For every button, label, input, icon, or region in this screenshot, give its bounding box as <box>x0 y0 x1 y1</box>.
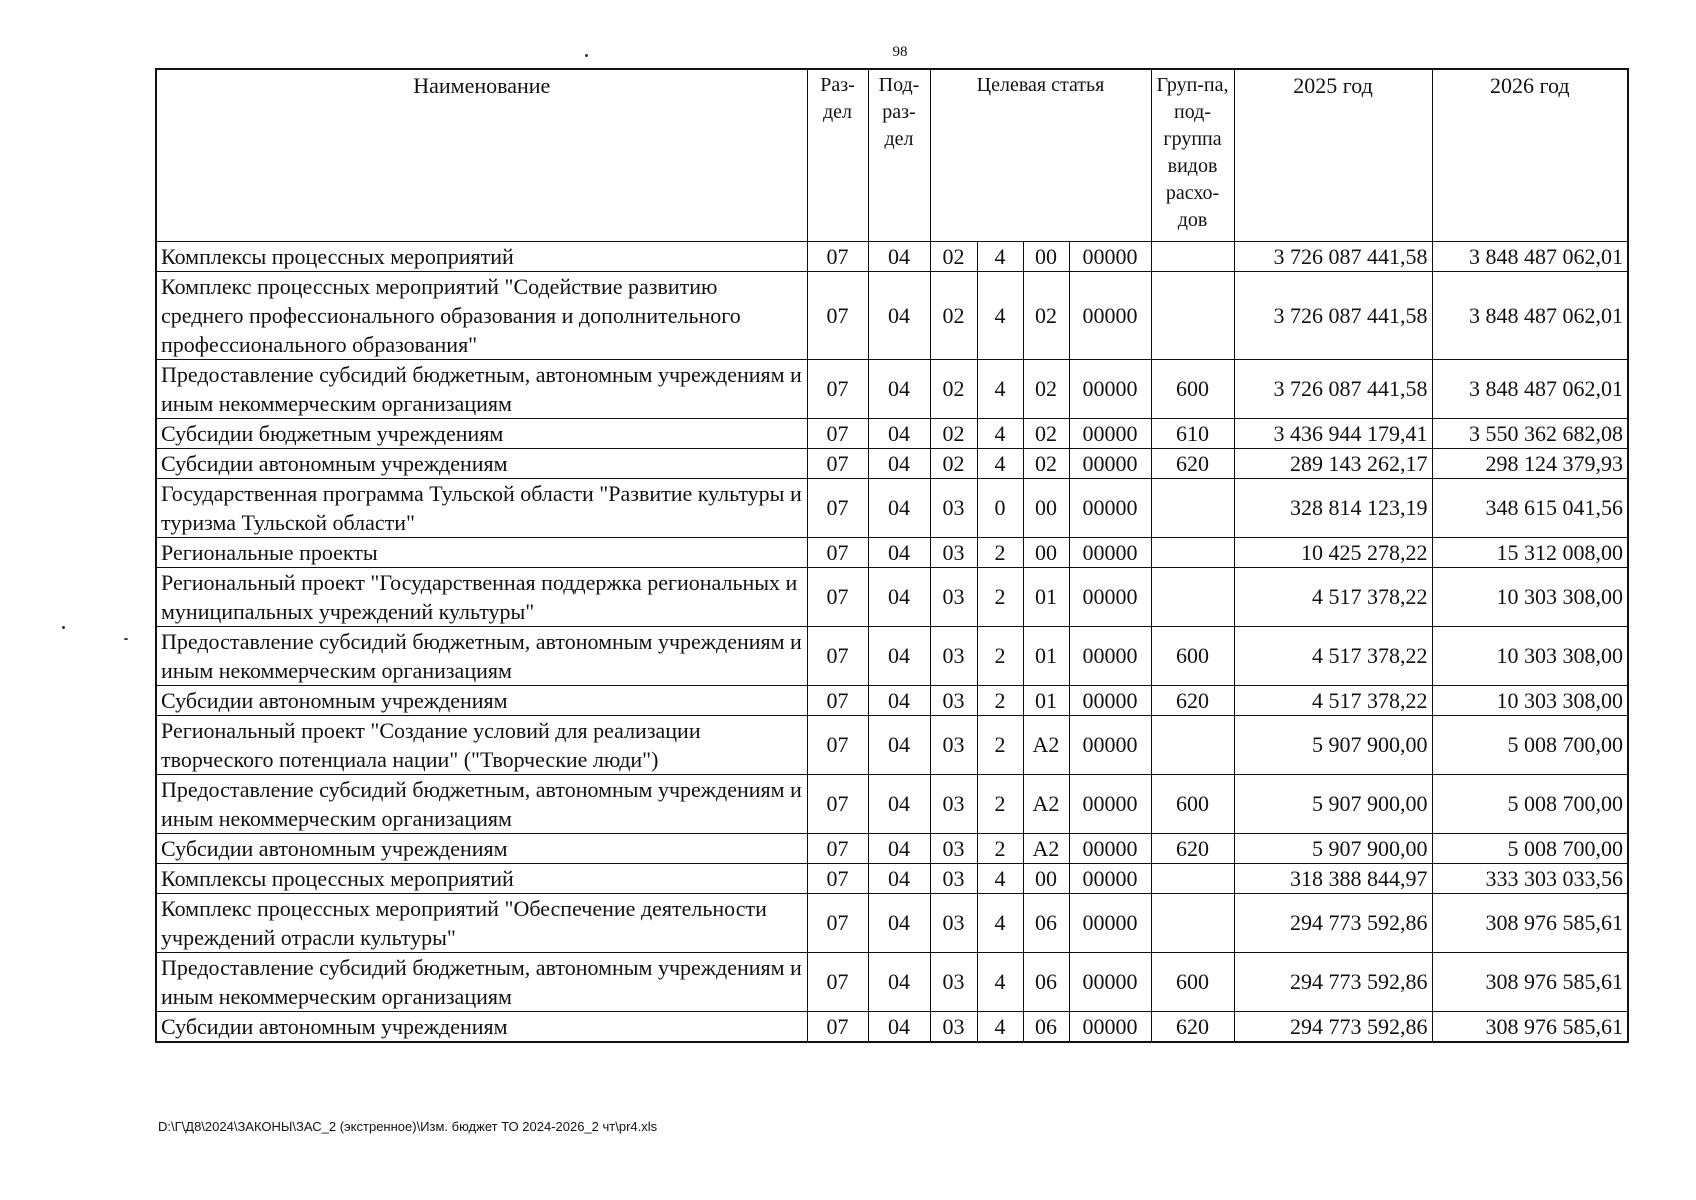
target-element-cell: А2 <box>1023 774 1069 833</box>
expense-group-cell <box>1151 271 1234 359</box>
target-type-cell: 4 <box>977 1011 1023 1042</box>
expense-group-cell: 620 <box>1151 833 1234 863</box>
row-name: Региональные проекты <box>156 537 807 567</box>
amount-2025-cell: 328 814 123,19 <box>1234 478 1432 537</box>
target-program-cell: 03 <box>930 567 977 626</box>
table-row <box>156 537 1628 567</box>
table-row <box>156 241 1628 271</box>
table-row <box>156 893 1628 952</box>
scan-speck <box>62 626 65 629</box>
table-row <box>156 626 1628 685</box>
amount-2026-cell: 308 976 585,61 <box>1432 1011 1628 1042</box>
razdel-cell: 07 <box>807 863 868 893</box>
target-type-cell: 4 <box>977 448 1023 478</box>
razdel-cell: 07 <box>807 893 868 952</box>
target-direction-cell: 00000 <box>1069 863 1151 893</box>
row-name: Комплекс процессных мероприятий "Содействие развитию среднего профессионального образования и дополнительного профессионального образования" <box>156 271 807 359</box>
target-program-cell: 03 <box>930 478 977 537</box>
amount-2026-cell: 308 976 585,61 <box>1432 893 1628 952</box>
razdel-cell: 07 <box>807 952 868 1011</box>
target-program-cell: 02 <box>930 241 977 271</box>
row-name: Комплексы процессных мероприятий <box>156 863 807 893</box>
amount-2025-cell: 4 517 378,22 <box>1234 567 1432 626</box>
row-name: Предоставление субсидий бюджетным, автономным учреждениям и иным некоммерческим организациям <box>156 952 807 1011</box>
target-program-cell: 03 <box>930 1011 977 1042</box>
razdel-cell: 07 <box>807 359 868 418</box>
amount-2026-cell: 5 008 700,00 <box>1432 715 1628 774</box>
podrazdel-cell: 04 <box>868 478 930 537</box>
amount-2025-cell: 3 726 087 441,58 <box>1234 359 1432 418</box>
table-row <box>156 359 1628 418</box>
table-row <box>156 567 1628 626</box>
podrazdel-cell: 04 <box>868 418 930 448</box>
target-program-cell: 03 <box>930 893 977 952</box>
amount-2025-cell: 5 907 900,00 <box>1234 774 1432 833</box>
target-element-cell: 02 <box>1023 271 1069 359</box>
amount-2025-cell: 294 773 592,86 <box>1234 893 1432 952</box>
amount-2026-cell: 10 303 308,00 <box>1432 567 1628 626</box>
target-direction-cell: 00000 <box>1069 833 1151 863</box>
header-razdel: Раз-дел <box>807 69 868 241</box>
target-program-cell: 02 <box>930 448 977 478</box>
table-row <box>156 478 1628 537</box>
podrazdel-cell: 04 <box>868 359 930 418</box>
table-row <box>156 715 1628 774</box>
podrazdel-cell: 04 <box>868 893 930 952</box>
target-direction-cell: 00000 <box>1069 418 1151 448</box>
razdel-cell: 07 <box>807 626 868 685</box>
target-direction-cell: 00000 <box>1069 715 1151 774</box>
target-type-cell: 4 <box>977 359 1023 418</box>
target-program-cell: 03 <box>930 952 977 1011</box>
expense-group-cell: 600 <box>1151 359 1234 418</box>
scan-speck <box>585 54 588 57</box>
target-type-cell: 2 <box>977 626 1023 685</box>
row-name: Субсидии автономным учреждениям <box>156 685 807 715</box>
amount-2025-cell: 3 726 087 441,58 <box>1234 271 1432 359</box>
amount-2026-cell: 5 008 700,00 <box>1432 833 1628 863</box>
target-direction-cell: 00000 <box>1069 478 1151 537</box>
amount-2025-cell: 3 436 944 179,41 <box>1234 418 1432 448</box>
podrazdel-cell: 04 <box>868 863 930 893</box>
table-row <box>156 863 1628 893</box>
target-element-cell: 06 <box>1023 952 1069 1011</box>
amount-2026-cell: 348 615 041,56 <box>1432 478 1628 537</box>
row-name: Субсидии автономным учреждениям <box>156 448 807 478</box>
target-type-cell: 2 <box>977 537 1023 567</box>
target-element-cell: 01 <box>1023 626 1069 685</box>
target-direction-cell: 00000 <box>1069 774 1151 833</box>
target-direction-cell: 00000 <box>1069 952 1151 1011</box>
target-direction-cell: 00000 <box>1069 626 1151 685</box>
table-row <box>156 448 1628 478</box>
target-direction-cell: 00000 <box>1069 1011 1151 1042</box>
target-element-cell: 00 <box>1023 478 1069 537</box>
row-name: Предоставление субсидий бюджетным, автономным учреждениям и иным некоммерческим организациям <box>156 359 807 418</box>
table-row <box>156 952 1628 1011</box>
expense-group-cell: 600 <box>1151 952 1234 1011</box>
amount-2026-cell: 5 008 700,00 <box>1432 774 1628 833</box>
target-element-cell: 01 <box>1023 567 1069 626</box>
expense-group-cell <box>1151 537 1234 567</box>
podrazdel-cell: 04 <box>868 567 930 626</box>
target-type-cell: 2 <box>977 715 1023 774</box>
header-year-2025: 2025 год <box>1234 69 1432 241</box>
podrazdel-cell: 04 <box>868 774 930 833</box>
target-direction-cell: 00000 <box>1069 567 1151 626</box>
target-program-cell: 03 <box>930 863 977 893</box>
razdel-cell: 07 <box>807 567 868 626</box>
scan-speck <box>124 638 128 640</box>
target-program-cell: 03 <box>930 537 977 567</box>
target-direction-cell: 00000 <box>1069 685 1151 715</box>
amount-2026-cell: 3 550 362 682,08 <box>1432 418 1628 448</box>
amount-2025-cell: 5 907 900,00 <box>1234 833 1432 863</box>
page-number: 98 <box>892 44 908 60</box>
header-podrazdel: Под-раз-дел <box>868 69 930 241</box>
table-row <box>156 685 1628 715</box>
target-element-cell: 06 <box>1023 893 1069 952</box>
target-direction-cell: 00000 <box>1069 359 1151 418</box>
header-row <box>156 69 1628 241</box>
row-name: Государственная программа Тульской области "Развитие культуры и туризма Тульской области" <box>156 478 807 537</box>
budget-table <box>155 68 1629 1043</box>
target-program-cell: 02 <box>930 359 977 418</box>
target-type-cell: 2 <box>977 833 1023 863</box>
table-row <box>156 418 1628 448</box>
target-type-cell: 2 <box>977 774 1023 833</box>
podrazdel-cell: 04 <box>868 537 930 567</box>
amount-2025-cell: 318 388 844,97 <box>1234 863 1432 893</box>
target-element-cell: 00 <box>1023 537 1069 567</box>
target-element-cell: 01 <box>1023 685 1069 715</box>
expense-group-cell: 600 <box>1151 626 1234 685</box>
target-program-cell: 02 <box>930 271 977 359</box>
razdel-cell: 07 <box>807 1011 868 1042</box>
target-element-cell: 00 <box>1023 241 1069 271</box>
target-direction-cell: 00000 <box>1069 893 1151 952</box>
amount-2025-cell: 294 773 592,86 <box>1234 1011 1432 1042</box>
expense-group-cell: 620 <box>1151 685 1234 715</box>
amount-2026-cell: 308 976 585,61 <box>1432 952 1628 1011</box>
target-program-cell: 03 <box>930 715 977 774</box>
podrazdel-cell: 04 <box>868 626 930 685</box>
razdel-cell: 07 <box>807 448 868 478</box>
expense-group-cell <box>1151 715 1234 774</box>
target-program-cell: 02 <box>930 418 977 448</box>
header-year-2026: 2026 год <box>1432 69 1628 241</box>
row-name: Предоставление субсидий бюджетным, автономным учреждениям и иным некоммерческим организациям <box>156 774 807 833</box>
target-element-cell: 02 <box>1023 448 1069 478</box>
target-element-cell: 00 <box>1023 863 1069 893</box>
row-name: Предоставление субсидий бюджетным, автономным учреждениям и иным некоммерческим организациям <box>156 626 807 685</box>
expense-group-cell <box>1151 478 1234 537</box>
target-type-cell: 2 <box>977 685 1023 715</box>
target-program-cell: 03 <box>930 685 977 715</box>
amount-2026-cell: 298 124 379,93 <box>1432 448 1628 478</box>
row-name: Комплексы процессных мероприятий <box>156 241 807 271</box>
expense-group-cell <box>1151 863 1234 893</box>
header-expense-group: Груп-па, под-группа видов расхо-дов <box>1151 69 1234 241</box>
target-program-cell: 03 <box>930 833 977 863</box>
target-program-cell: 03 <box>930 774 977 833</box>
target-direction-cell: 00000 <box>1069 271 1151 359</box>
target-direction-cell: 00000 <box>1069 448 1151 478</box>
row-name: Региональный проект "Создание условий для реализации творческого потенциала нации" ("Творческие люди") <box>156 715 807 774</box>
razdel-cell: 07 <box>807 271 868 359</box>
podrazdel-cell: 04 <box>868 833 930 863</box>
row-name: Субсидии автономным учреждениям <box>156 1011 807 1042</box>
amount-2026-cell: 3 848 487 062,01 <box>1432 241 1628 271</box>
amount-2026-cell: 10 303 308,00 <box>1432 685 1628 715</box>
expense-group-cell: 620 <box>1151 1011 1234 1042</box>
target-element-cell: А2 <box>1023 715 1069 774</box>
podrazdel-cell: 04 <box>868 715 930 774</box>
amount-2026-cell: 3 848 487 062,01 <box>1432 271 1628 359</box>
target-element-cell: 02 <box>1023 418 1069 448</box>
target-type-cell: 0 <box>977 478 1023 537</box>
podrazdel-cell: 04 <box>868 685 930 715</box>
podrazdel-cell: 04 <box>868 241 930 271</box>
table-body <box>156 241 1628 1042</box>
razdel-cell: 07 <box>807 715 868 774</box>
razdel-cell: 07 <box>807 537 868 567</box>
target-type-cell: 4 <box>977 893 1023 952</box>
expense-group-cell: 620 <box>1151 448 1234 478</box>
podrazdel-cell: 04 <box>868 271 930 359</box>
target-element-cell: 02 <box>1023 359 1069 418</box>
expense-group-cell <box>1151 241 1234 271</box>
podrazdel-cell: 04 <box>868 448 930 478</box>
footer-file-path: D:\Г\Д8\2024\ЗАКОНЫ\ЗАС_2 (экстренное)\Изм. бюджет ТО 2024-2026_2 чт\pr4.xls <box>158 1119 658 1134</box>
row-name: Субсидии бюджетным учреждениям <box>156 418 807 448</box>
target-type-cell: 4 <box>977 271 1023 359</box>
razdel-cell: 07 <box>807 478 868 537</box>
razdel-cell: 07 <box>807 774 868 833</box>
razdel-cell: 07 <box>807 418 868 448</box>
razdel-cell: 07 <box>807 241 868 271</box>
amount-2026-cell: 333 303 033,56 <box>1432 863 1628 893</box>
expense-group-cell <box>1151 893 1234 952</box>
expense-group-cell <box>1151 567 1234 626</box>
podrazdel-cell: 04 <box>868 1011 930 1042</box>
row-name: Комплекс процессных мероприятий "Обеспечение деятельности учреждений отрасли культуры" <box>156 893 807 952</box>
amount-2025-cell: 289 143 262,17 <box>1234 448 1432 478</box>
amount-2025-cell: 4 517 378,22 <box>1234 626 1432 685</box>
row-name: Региональный проект "Государственная поддержка региональных и муниципальных учреждений культуры" <box>156 567 807 626</box>
amount-2025-cell: 10 425 278,22 <box>1234 537 1432 567</box>
amount-2025-cell: 5 907 900,00 <box>1234 715 1432 774</box>
amount-2025-cell: 3 726 087 441,58 <box>1234 241 1432 271</box>
table-row <box>156 1011 1628 1042</box>
row-name: Субсидии автономным учреждениям <box>156 833 807 863</box>
amount-2025-cell: 294 773 592,86 <box>1234 952 1432 1011</box>
amount-2026-cell: 10 303 308,00 <box>1432 626 1628 685</box>
razdel-cell: 07 <box>807 685 868 715</box>
amount-2026-cell: 15 312 008,00 <box>1432 537 1628 567</box>
expense-group-cell: 610 <box>1151 418 1234 448</box>
target-type-cell: 4 <box>977 952 1023 1011</box>
target-element-cell: А2 <box>1023 833 1069 863</box>
target-program-cell: 03 <box>930 626 977 685</box>
target-type-cell: 4 <box>977 418 1023 448</box>
amount-2026-cell: 3 848 487 062,01 <box>1432 359 1628 418</box>
amount-2025-cell: 4 517 378,22 <box>1234 685 1432 715</box>
table-row <box>156 774 1628 833</box>
target-type-cell: 4 <box>977 241 1023 271</box>
target-element-cell: 06 <box>1023 1011 1069 1042</box>
table-row <box>156 833 1628 863</box>
expense-group-cell: 600 <box>1151 774 1234 833</box>
target-direction-cell: 00000 <box>1069 537 1151 567</box>
header-name: Наименование <box>156 69 807 241</box>
table-row <box>156 271 1628 359</box>
target-type-cell: 2 <box>977 567 1023 626</box>
razdel-cell: 07 <box>807 833 868 863</box>
header-target-article: Целевая статья <box>930 69 1151 241</box>
podrazdel-cell: 04 <box>868 952 930 1011</box>
target-type-cell: 4 <box>977 863 1023 893</box>
target-direction-cell: 00000 <box>1069 241 1151 271</box>
